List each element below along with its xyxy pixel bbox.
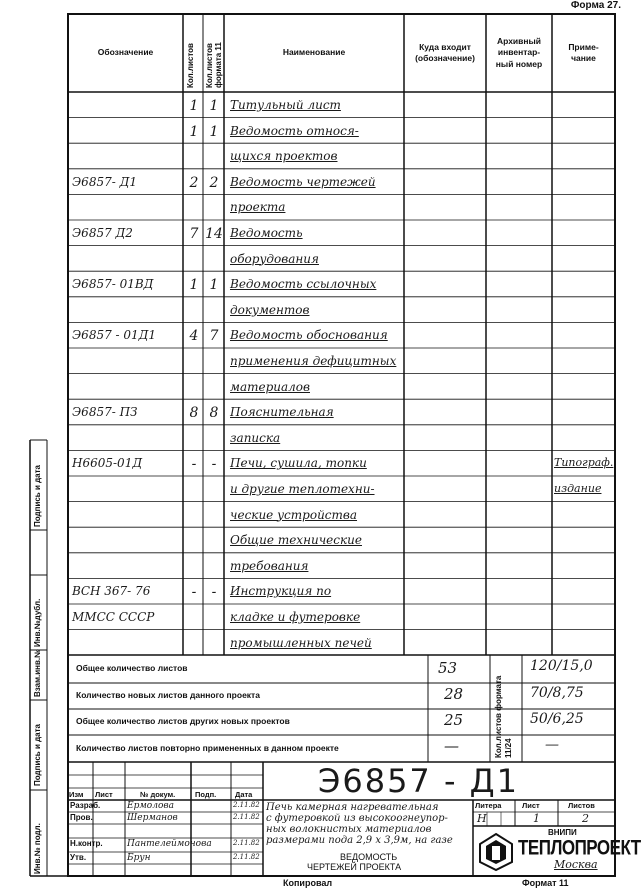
stamp-inv-dubl: Инв.№дубл. (33, 598, 42, 647)
row-name: требования (230, 558, 309, 573)
tb-role-label: Утв. (70, 853, 87, 862)
tb-role-name: Шерманов (127, 813, 178, 823)
row-name: записка (230, 430, 281, 445)
header-naimenovanie: Наименование (282, 47, 346, 58)
row-designation: Н6605-01Д (72, 456, 143, 471)
tb-role-date: 2.11.82 (233, 839, 260, 847)
teploproekt-logo-icon (478, 832, 514, 872)
row-note: издание (554, 482, 602, 495)
listov-value: 2 (582, 812, 589, 825)
stamp-inv-podl: Инв.№ подл. (33, 823, 42, 874)
summary-f11-reused: — (545, 737, 559, 753)
summary-label-other: Общее количество листов других новых проектов (76, 716, 290, 726)
summary-f11-total: 120/15,0 (530, 658, 593, 674)
row-name: щихся проектов (230, 149, 338, 164)
row-name: Пояснительная (230, 405, 334, 420)
row-note: Типограф. (554, 456, 614, 470)
row-sheet-count: - (191, 456, 197, 473)
litera-value: Н (477, 812, 487, 825)
row-sheet-count: 1 (189, 123, 199, 140)
tb-hdr-podp: Подп. (195, 790, 217, 799)
tb-hdr-data: Дата (235, 790, 253, 799)
tb-role-date: 2.11.82 (233, 813, 260, 821)
row-name: проекта (230, 200, 286, 215)
summary-f11-new: 70/8,75 (530, 685, 584, 701)
row-sheet-count-f11: 2 (209, 174, 219, 191)
desc-line: ных волокнистых материалов (266, 824, 432, 835)
row-sheet-count: 1 (189, 98, 199, 114)
tb-role-label: Н.контр. (70, 839, 103, 848)
row-sheet-count: 4 (189, 328, 199, 345)
tb-hdr-list: Лист (95, 790, 113, 799)
tb-role-name: Пантелеймонова (127, 839, 212, 849)
row-designation: Э6857 Д2 (72, 226, 133, 240)
row-name: документов (230, 302, 310, 317)
header-arhivny: Архивный инвентар-ный номер (495, 35, 543, 69)
doc-title-2: ЧЕРТЕЖЕЙ ПРОЕКТА (307, 862, 402, 872)
row-name: Общие технические (230, 533, 362, 548)
header-kuda-vhodit: Куда входит (обозначение) (415, 41, 475, 63)
summary-value-new: 28 (444, 685, 464, 703)
summary-f11-other: 50/6,25 (530, 711, 584, 727)
row-name: Титульный лист (230, 98, 341, 112)
row-name: Ведомость относя- (230, 123, 359, 138)
doc-code: Э6857 - Д1 (318, 762, 520, 800)
summary-value-other: 25 (444, 711, 464, 729)
footer-kopiroval: Копировал (283, 878, 333, 888)
row-sheet-count: 7 (189, 226, 199, 242)
row-sheet-count: 1 (189, 277, 199, 294)
row-sheet-count-f11: 1 (209, 277, 219, 294)
row-name: материалов (230, 379, 310, 394)
stamp-podpis-2: Подпись и дата (33, 465, 42, 527)
tb-role-label: Пров. (70, 813, 93, 822)
desc-line: размерами пода 2,9 х 3,9м, на газе (266, 835, 453, 846)
list-label: Лист (522, 801, 540, 810)
row-sheet-count: 2 (189, 174, 199, 191)
row-designation: Э6857- 01ВД (72, 277, 154, 292)
summary-value-reused: — (444, 737, 459, 755)
row-name: Ведомость чертежей (230, 174, 376, 189)
row-name: применения дефицитных (230, 354, 397, 368)
stamp-podpis-1: Подпись и дата (33, 724, 42, 786)
row-sheet-count-f11: - (211, 584, 217, 601)
stamp-vzam-inv: Взам.инв.№ (33, 648, 42, 697)
tb-role-name: Ермолова (127, 801, 174, 811)
row-sheet-count-f11: 14 (205, 226, 223, 242)
doc-title-1: ВЕДОМОСТЬ (340, 852, 398, 862)
row-name: Печи, сушила, топки (230, 456, 367, 471)
summary-label-reused: Количество листов повторно примененных в данном проекте (76, 743, 339, 753)
summary-label-total: Общее количество листов (76, 663, 188, 673)
row-name: ческие устройства (230, 507, 358, 522)
summary-value-total: 53 (438, 659, 458, 677)
litera-label: Литера (475, 801, 502, 810)
row-sheet-count-f11: - (211, 456, 217, 473)
row-designation: Э6857 - 01Д1 (72, 328, 157, 343)
row-designation: ВСН 367- 76 (72, 584, 151, 599)
row-sheet-count-f11: 1 (209, 98, 219, 114)
forma-label: Форма 27. (570, 0, 621, 11)
tb-role-date: 2.11.82 (233, 853, 260, 861)
row-sheet-count-f11: 1 (209, 123, 219, 140)
tb-role-label: Разраб. (70, 801, 101, 810)
footer-format: Формат 11 (522, 878, 569, 888)
org-name: ТЕПЛОПРОЕКТ (518, 835, 641, 860)
row-name: Инструкция по (230, 584, 332, 599)
summary-label-new: Количество новых листов данного проекта (76, 690, 260, 700)
row-designation: Э6857- ПЗ (72, 405, 138, 420)
row-name: кладке и футеровке (230, 610, 361, 624)
row-sheet-count-f11: 7 (209, 328, 219, 345)
header-kol-listov-f11: Кол.листов формата 11 (205, 42, 223, 88)
row-name: Ведомость обоснования (230, 328, 388, 343)
org-city: Москва (554, 858, 598, 871)
row-name: промышленных печей (230, 635, 372, 650)
tb-role-name: Брун (127, 853, 151, 863)
header-oboznachenie: Обозначение (97, 47, 154, 58)
tb-role-date: 2.11.82 (233, 801, 260, 809)
org-top: ВНИПИ (548, 828, 577, 837)
tb-hdr-doc: № докум. (140, 790, 176, 799)
header-kol-listov: Кол.листов (186, 43, 195, 88)
row-sheet-count: 8 (189, 405, 199, 422)
row-name: Ведомость ссылочных (230, 277, 377, 292)
row-sheet-count: - (191, 584, 197, 601)
project-description (266, 802, 453, 846)
listov-label: Листов (568, 801, 595, 810)
desc-line: Печь камерная нагревательная (266, 802, 439, 813)
row-name: оборудования (230, 251, 319, 266)
tb-hdr-izm: Изм (69, 790, 84, 799)
row-name: и другие теплотехни- (230, 482, 375, 496)
header-primechanie: Приме-чание (568, 41, 599, 63)
summary-f11-label: Кол.листов формата 11/24 (494, 675, 513, 758)
row-sheet-count-f11: 8 (209, 405, 219, 422)
desc-line: с футеровкой из высокоогнеупор- (266, 813, 448, 824)
list-value: 1 (533, 812, 540, 825)
row-name: Ведомость (230, 226, 303, 240)
row-designation: Э6857- Д1 (72, 174, 137, 189)
row-designation: ММСС СССР (72, 610, 155, 624)
